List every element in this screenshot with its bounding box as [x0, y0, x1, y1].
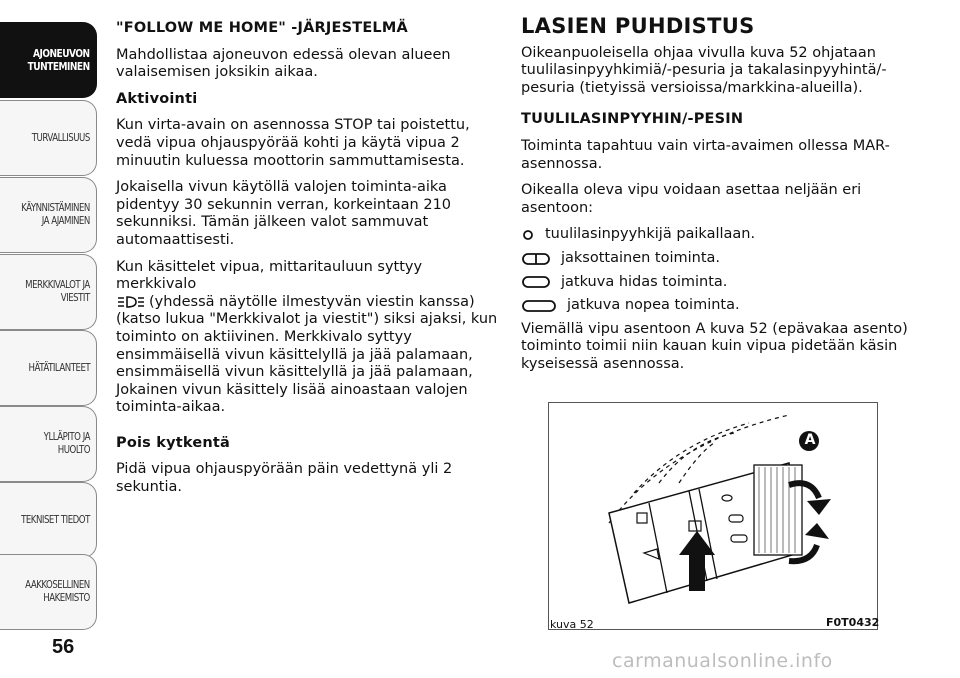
tab-label: YLLÄPITO JA HUOLTO: [43, 431, 90, 456]
paragraph: Oikeanpuoleisella ohjaa vivulla kuva 52 ohjataan tuulilasinpyyhkimiä/-pesuria ja takalasinpyyhintä/-pesuria (tietyissä versioissa/markkina-alueilla).: [521, 44, 887, 96]
paragraph: Oikealla oleva vipu voidaan asettaa neljään eri asentoon:: [521, 182, 862, 216]
tab-label: TURVALLISUUS: [31, 131, 90, 144]
follow-me-home-section: [116, 20, 501, 506]
tab-label: AJONEUVON TUNTEMINEN: [27, 47, 90, 73]
glass-cleaning-section: [521, 14, 921, 383]
watermark: carmanualsonline.info: [612, 650, 833, 672]
paragraph-text: Jokainen vivun käsittely lisää ainoastaan valojen toiminta-aikaa.: [116, 381, 468, 416]
tab-merkkivalot[interactable]: [0, 254, 97, 330]
wiper-mode-item: [521, 226, 921, 244]
tab-label: TEKNISET TIEDOT: [21, 513, 90, 526]
wiper-mode-item: [521, 250, 921, 268]
tab-label: MERKKIVALOT JA VIESTIT: [25, 279, 90, 304]
tab-kaynnistaminen[interactable]: [0, 177, 97, 253]
figure-code: F0T0432: [826, 616, 880, 629]
paragraph: Jokaisella vivun käytöllä valojen toiminta-aika pidentyy 30 sekunnin verran, korkeintaan 210 sekunniksi. Tämän jälkeen valot sammuvat automaattisesti.: [116, 179, 452, 248]
tab-ajoneuvon-tunteminen[interactable]: [0, 22, 97, 98]
wiper-mode-item: [521, 297, 921, 315]
paragraph: Viemällä vipu asentoon A kuva 52 (epävakaa asento) toiminto toimii niin kauan kuin vipua pidetään käsin kyseisessä asennossa.: [521, 320, 908, 372]
wiper-mode-item: [521, 274, 921, 292]
paragraph: Toiminta tapahtuu vain virta-avaimen ollessa MAR-asennossa.: [521, 137, 890, 172]
mode-text: jatkuva nopea toiminta.: [567, 297, 740, 314]
low-beam-warning-icon: [116, 295, 146, 309]
tab-turvallisuus[interactable]: [0, 100, 97, 176]
paragraph-text: Kun käsittelet vipua, mittaritauluun syttyy merkkivalo: [116, 258, 423, 293]
paragraph: Pidä vipua ohjauspyörään päin vedettynä yli 2 sekuntia.: [116, 461, 453, 496]
mode-text: jatkuva hidas toiminta.: [561, 273, 728, 290]
tab-hatatilanteet[interactable]: [0, 330, 97, 406]
mode-text: jaksottainen toiminta.: [561, 249, 721, 266]
wiper-lever-figure: [548, 402, 878, 630]
paragraph-text: (yhdessä näytölle ilmestyvän viestin kanssa) (katso lukua "Merkkivalot ja viestit") siksi ajaksi, kun toiminto on aktiivinen. Merkkivalo syttyy ensimmäisellä vivun käsittelyllä ja jää palamaan, ensimmäisellä vivun käsittelyllä ja jää palamaan,: [116, 293, 498, 381]
wiper-fast-icon: [521, 299, 557, 313]
subheading: TUULILASINPYYHIN/-PESIN: [521, 111, 744, 128]
subheading: Pois kytkentä: [116, 434, 230, 451]
tab-yllapito[interactable]: [0, 406, 97, 482]
wiper-slow-icon: [521, 275, 551, 289]
section-title: LASIEN PUHDISTUS: [521, 14, 755, 38]
figure-caption: kuva 52: [550, 618, 594, 631]
paragraph: Mahdollistaa ajoneuvon edessä olevan alueen valaisemisen joksikin aikaa.: [116, 46, 451, 81]
wiper-intermittent-icon: [521, 252, 551, 266]
wiper-off-icon: [521, 229, 535, 241]
mode-text: tuulilasinpyyhkijä paikallaan.: [545, 226, 756, 243]
page-number: 56: [52, 636, 75, 658]
section-title: "FOLLOW ME HOME" -JÄRJESTELMÄ: [116, 20, 408, 36]
marker-a-label: A: [804, 432, 816, 448]
wiper-lever-illustration: [549, 403, 880, 629]
paragraph: Kun virta-avain on asennossa STOP tai poistettu, vedä vipua ohjauspyörää kohti ja käytä vipua 2 minuutin kuluessa moottorin sammuttamisesta.: [116, 117, 470, 169]
paragraph: [116, 259, 501, 417]
subheading: Aktivointi: [116, 90, 198, 107]
tab-tekniset-tiedot[interactable]: [0, 482, 97, 558]
tab-label: AAKKOSELLINEN HAKEMISTO: [25, 579, 90, 604]
tab-label: KÄYNNISTÄMINEN JA AJAMINEN: [21, 202, 90, 227]
tab-aakkosellinen-hakemisto[interactable]: [0, 554, 97, 630]
tab-label: HÄTÄTILANTEET: [28, 361, 90, 374]
